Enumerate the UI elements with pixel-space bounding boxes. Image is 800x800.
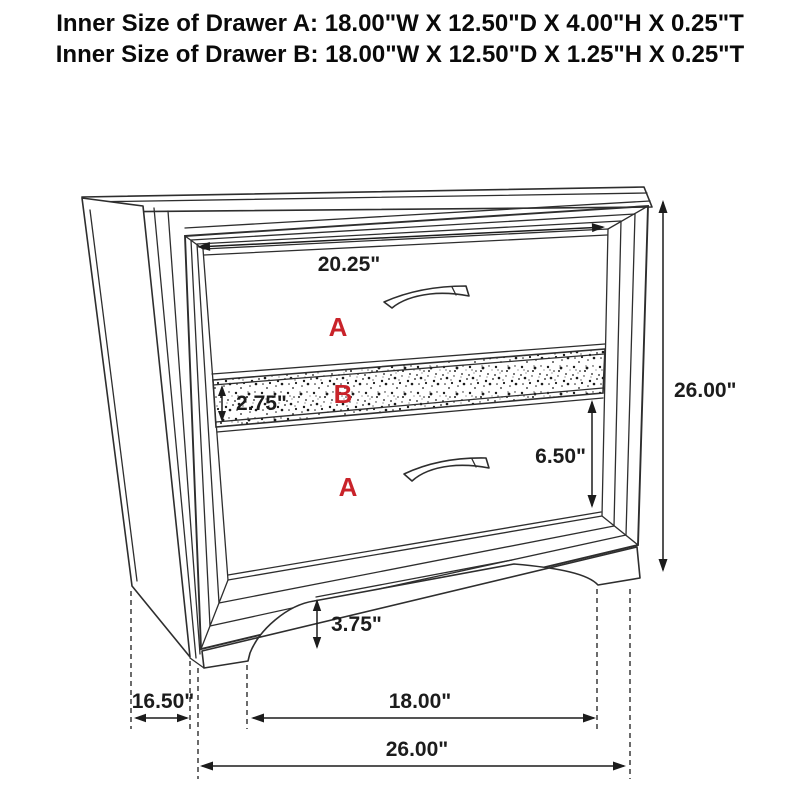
drawer-handle-icon — [404, 458, 489, 481]
dim-label-total-width: 26.00" — [385, 738, 449, 761]
dimension-lower-drawer-height — [535, 400, 596, 508]
arrowhead — [583, 714, 596, 723]
dimension-side-depth — [132, 690, 195, 722]
dimension-total-height — [659, 200, 737, 572]
dim-label-strip-height: 2.75" — [236, 392, 287, 415]
dimension-inner-base-width — [251, 690, 596, 723]
title-line-1: Inner Size of Drawer A: 18.00"W X 12.50"D X 4.00"H X 0.25"T — [56, 10, 744, 37]
dim-label-lower-drawer-height: 6.50" — [535, 445, 586, 468]
arrowhead — [588, 400, 597, 413]
cabinet-side-panel — [82, 198, 190, 657]
arrowhead — [613, 762, 626, 771]
drawer-label-bottom-a: A — [338, 472, 358, 502]
arrowhead — [659, 200, 668, 213]
arrowhead — [588, 495, 597, 508]
apron-and-feet — [202, 547, 640, 668]
arrowhead — [592, 223, 605, 233]
dim-label-total-height: 26.00" — [674, 379, 737, 402]
drawer-label-strip-b: B — [333, 379, 353, 409]
drawer-handle-icon — [384, 286, 469, 308]
dimension-total-width — [200, 738, 626, 771]
arrowhead — [134, 714, 146, 722]
dim-label-foot-height: 3.75" — [331, 613, 382, 636]
arrowhead — [251, 714, 264, 723]
title-line-2: Inner Size of Drawer B: 18.00"W X 12.50"D X 1.25"H X 0.25"T — [55, 41, 745, 68]
dim-label-inner-base-width: 18.00" — [388, 690, 452, 713]
arrowhead — [659, 559, 668, 572]
arrowhead — [177, 714, 189, 722]
dim-label-side-depth: 16.50" — [131, 690, 195, 713]
dim-label-inner-width: 20.25" — [317, 253, 381, 276]
arrowhead — [313, 637, 321, 649]
drawer-label-top-a: A — [328, 312, 348, 342]
cabinet-top — [82, 187, 652, 228]
arrowhead — [200, 762, 213, 771]
